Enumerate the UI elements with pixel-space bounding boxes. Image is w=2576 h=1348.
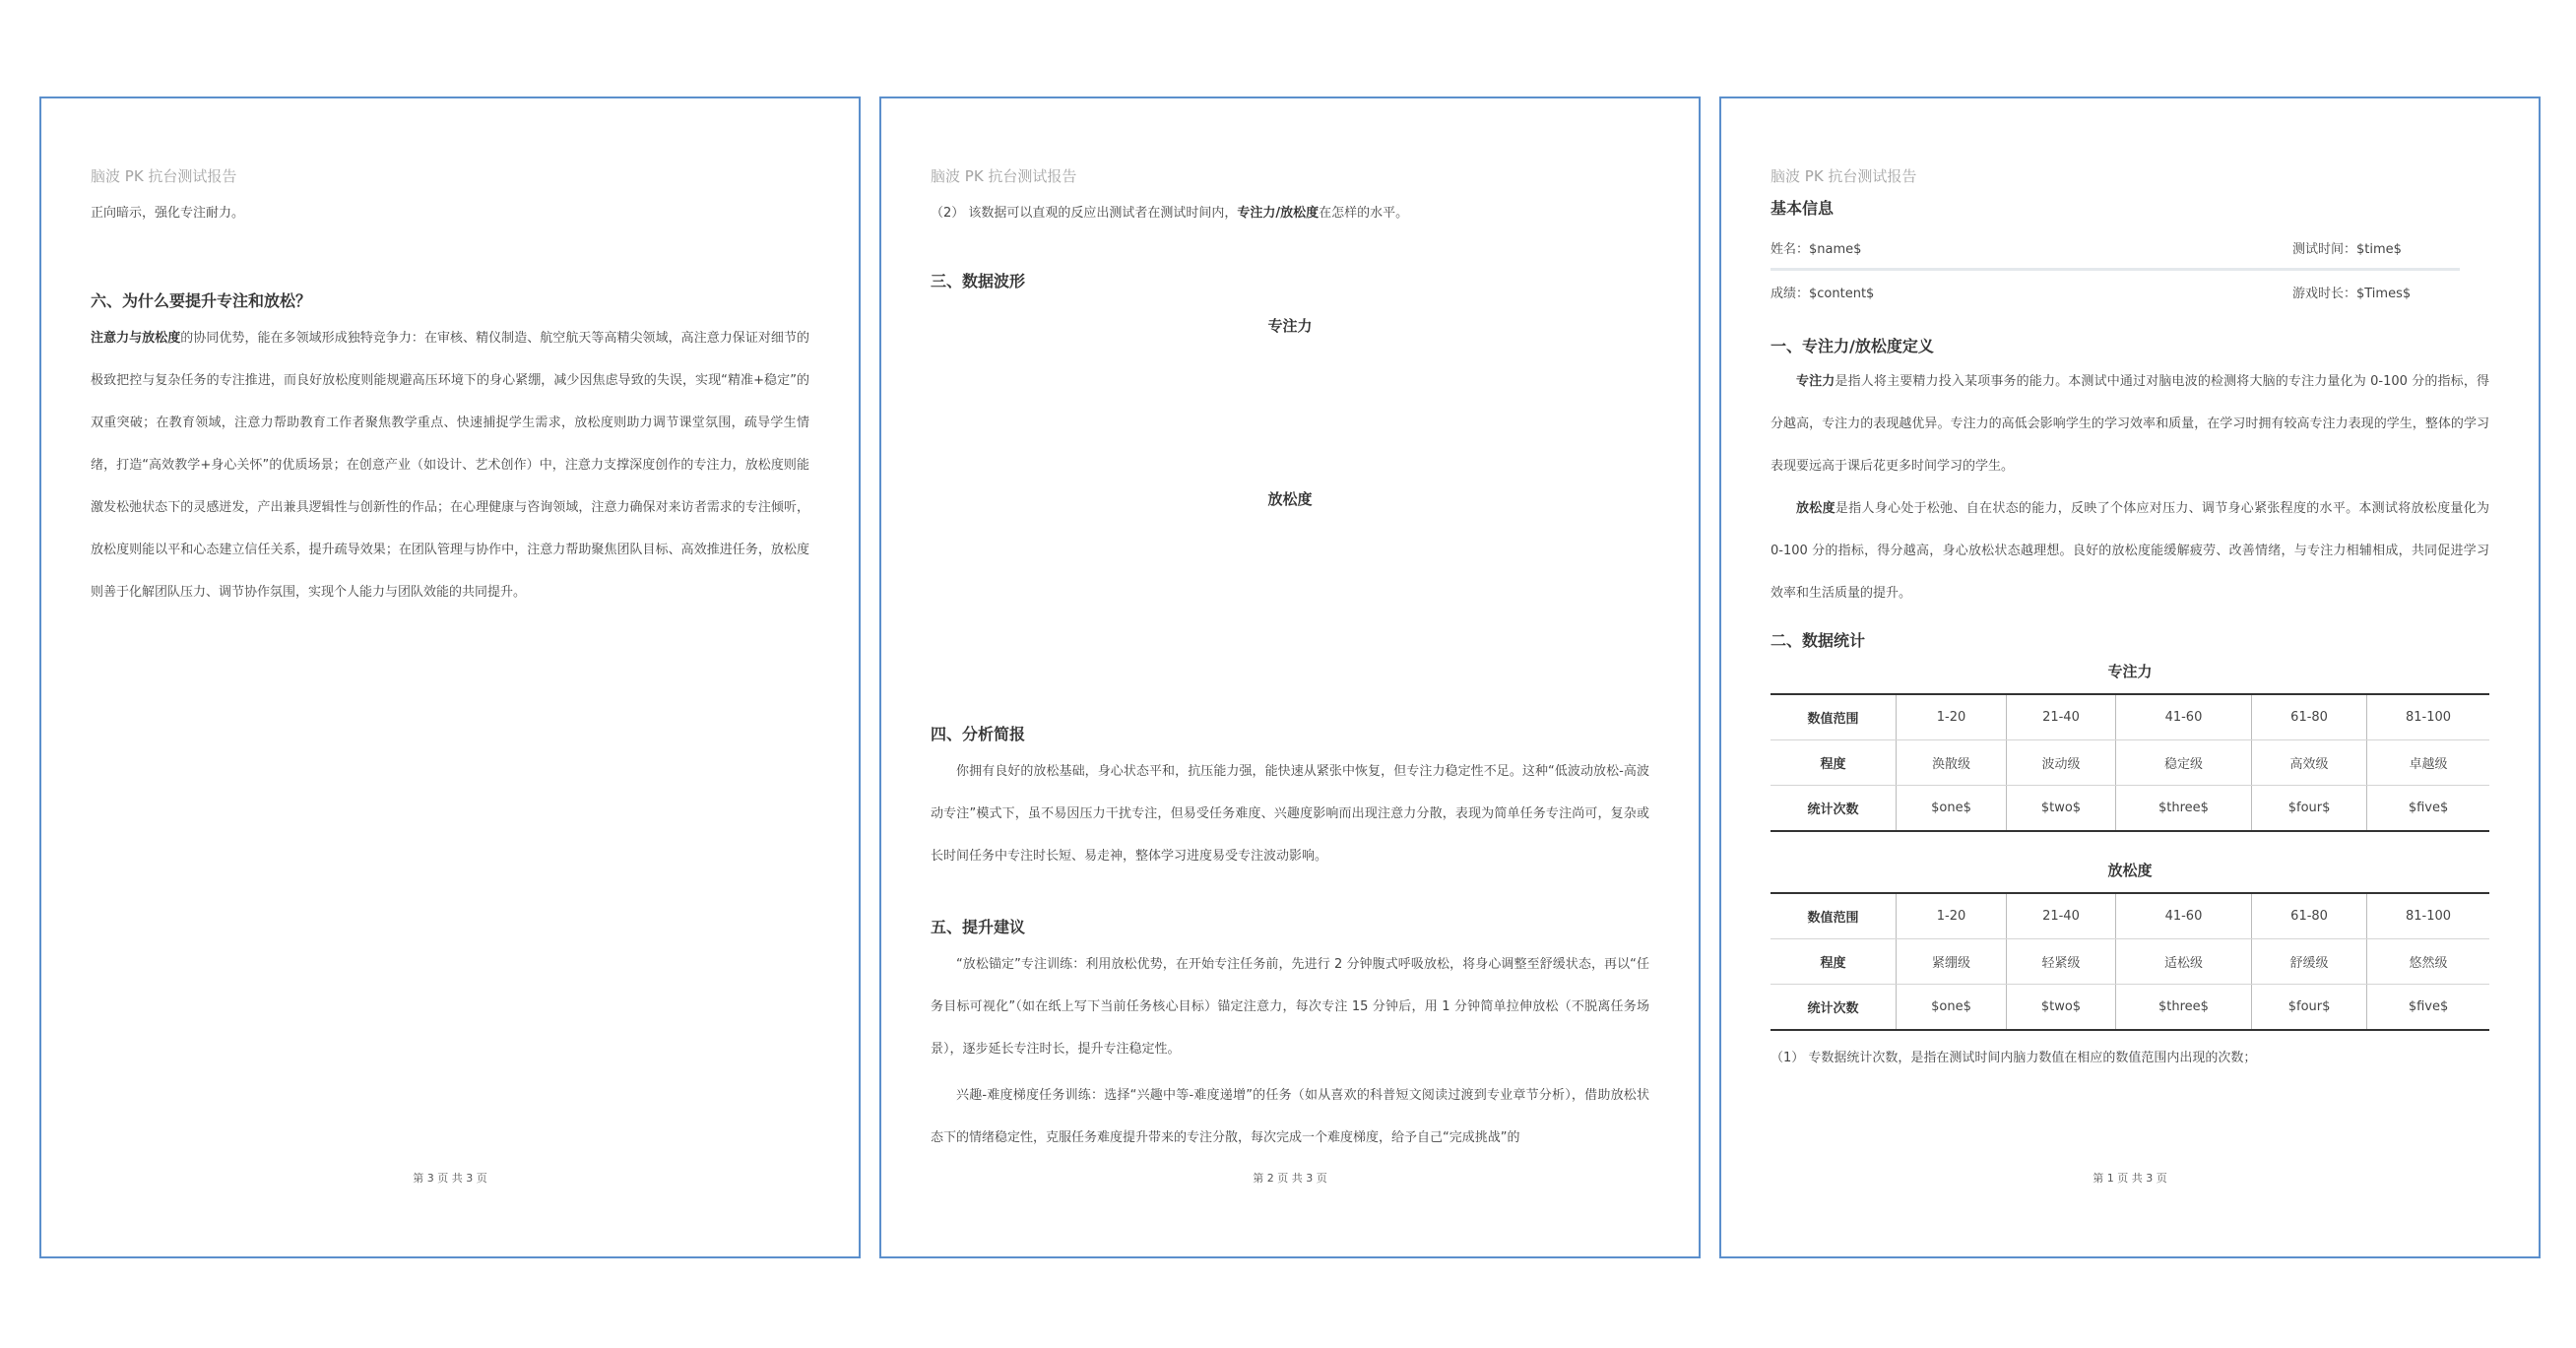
page-footer: 第 3 页 共 3 页 xyxy=(413,1172,487,1185)
info-row-2 xyxy=(1771,271,2489,312)
document-page-1 xyxy=(1719,96,2541,1258)
section-3-title: 三、数据波形 xyxy=(931,272,1026,290)
basic-info-title: 基本信息 xyxy=(1771,199,1835,218)
attention-wave-title: 专注力 xyxy=(1267,317,1313,335)
data-note xyxy=(931,204,1649,224)
document-page-2 xyxy=(879,96,1701,1258)
name-field: 姓名：$name$ xyxy=(1771,241,1862,257)
score-field: 成绩：$content$ xyxy=(1771,286,1875,301)
table-2-title: 放松度 xyxy=(2107,862,2153,879)
section-6-lead: 注意力与放松度 xyxy=(91,331,181,346)
def2-body: 是指人身心处于松弛、自在状态的能力，反映了个体应对压力、调节身心紧张程度的水平。本测试将放松度量化为 0-100 分的指标，得分越高，身心放松状态越理想。良好的放松度能缓解疲劳、改善情绪，与专注力相辅相成，共同促进学习效率和生活质量的提升。 xyxy=(1771,501,2489,601)
section-6-body: 的协同优势，能在多领域形成独特竞争力：在审核、精仪制造、航空航天等高精尖领域，高注意力保证对细节的极致把控与复杂任务的专注推进，而良好放松度则能规避高压环境下的身心紧绷，减少因焦虑导致的失误，实现“精准+稳定”的双重突破；在教育领域，注意力帮助教育工作者聚焦教学重点、快速捕捉学生需求，放松度则助力调节课堂氛围，疏导学生情绪，打造“高效教学+身心关怀”的优质场景；在创意产业（如设计、艺术创作）中，注意力支撑深度创作的专注力，放松度则能激发松弛状态下的灵感迸发，产出兼具逻辑性与创新性的作品；在心理健康与咨询领域，注意力确保对来访者需求的专注倾听，放松度则能以平和心态建立信任关系，提升疏导效果；在团队管理与协作中，注意力帮助聚焦团队目标、高效推进任务，放松度则善于化解团队压力、调节协作氛围，实现个人能力与团队效能的共同提升。 xyxy=(91,331,809,600)
document-page-3 xyxy=(39,96,861,1258)
section-6-title: 六、为什么要提升专注和放松？ xyxy=(91,291,312,310)
page-footer: 第 2 页 共 3 页 xyxy=(1253,1172,1327,1185)
page-footer: 第 1 页 共 3 页 xyxy=(2093,1172,2167,1185)
section-4-title: 四、分析简报 xyxy=(931,725,1026,743)
note-prefix: （2） 该数据可以直观的反应出测试者在测试时间内， xyxy=(931,206,1238,221)
relax-stats-table xyxy=(1771,892,2489,1031)
relax-wave-title: 放松度 xyxy=(1267,490,1313,508)
section-5-title: 五、提升建议 xyxy=(931,918,1026,936)
table-row: 程度 紧绷级 轻紧级 适松级 舒缓级 悠然级 xyxy=(1771,939,2489,985)
advice-2: 兴趣-难度梯度任务训练：选择“兴趣中等-难度递增”的任务（如从喜欢的科普短文阅读过渡到专业章节分析），借助放松状态下的情绪稳定性，克服任务难度提升带来的专注分散，每次完成一个难度梯度，给予自己“完成挑战”的 xyxy=(931,1088,1649,1145)
page-header: 脑波 PK 抗台测试报告 xyxy=(931,167,1077,185)
def1-lead: 专注力 xyxy=(1796,374,1835,389)
attention-stats-table xyxy=(1771,693,2489,832)
def1-body: 是指人将主要精力投入某项事务的能力。本测试中通过对脑电波的检测将大脑的专注力量化为 0-100 分的指标，得分越高，专注力的表现越优异。专注力的高低会影响学生的学习效率和质量，在学习时拥有较高专注力表现的学生，整体的学习表现要远高于课后花更多时间学习的学生。 xyxy=(1771,374,2489,474)
table-row: 程度 涣散级 波动级 稳定级 高效级 卓越级 xyxy=(1771,740,2489,786)
section-6-paragraph xyxy=(91,317,809,613)
section-1-title: 一、专注力/放松度定义 xyxy=(1771,337,1934,355)
intro-text: 正向暗示，强化专注耐力。 xyxy=(91,206,245,221)
note-suffix: 在怎样的水平。 xyxy=(1319,206,1409,221)
relax-wave-chart xyxy=(931,509,1649,706)
attention-wave-chart xyxy=(931,336,1649,488)
table-row: 统计次数 $one$ $two$ $three$ $four$ $five$ xyxy=(1771,985,2489,1031)
table-row: 数值范围 1-20 21-40 41-60 61-80 81-100 xyxy=(1771,694,2489,740)
note-bold: 专注力/放松度 xyxy=(1237,206,1320,221)
advice-1: “放松锚定”专注训练：利用放松优势，在开始专注任务前，先进行 2 分钟腹式呼吸放松，将身心调整至舒缓状态，再以“任务目标可视化”（如在纸上写下当前任务核心目标）锚定注意力，每次专注 15 分钟后，用 1 分钟简单拉伸放松（不脱离任务场景），逐步延长专注时长，提升专注稳定性。 xyxy=(931,957,1649,1057)
def2-lead: 放松度 xyxy=(1796,501,1835,516)
table-1-title: 专注力 xyxy=(2107,663,2153,680)
table-row: 统计次数 $one$ $two$ $three$ $four$ $five$ xyxy=(1771,786,2489,832)
analysis-text: 你拥有良好的放松基础，身心状态平和，抗压能力强，能快速从紧张中恢复，但专注力稳定性不足。这种“低波动放松-高波动专注”模式下，虽不易因压力干扰专注，但易受任务难度、兴趣度影响而出现注意力分散，表现为简单任务专注尚可，复杂或长时间任务中专注时长短、易走神，整体学习进度易受专注波动影响。 xyxy=(931,764,1649,864)
page-header: 脑波 PK 抗台测试报告 xyxy=(91,167,237,185)
info-row-1 xyxy=(1771,226,2489,268)
stats-note: （1） 专数据统计次数，是指在测试时间内脑力数值在相应的数值范围内出现的次数； xyxy=(1771,1051,2257,1065)
section-2-title: 二、数据统计 xyxy=(1771,631,1866,650)
definition-attention xyxy=(1771,360,2489,487)
test-time-field: 测试时间：$time$ xyxy=(2292,241,2402,257)
definition-relax xyxy=(1771,487,2489,614)
page-header: 脑波 PK 抗台测试报告 xyxy=(1771,167,1917,185)
duration-field: 游戏时长：$Times$ xyxy=(2292,286,2412,301)
table-row: 数值范围 1-20 21-40 41-60 61-80 81-100 xyxy=(1771,893,2489,939)
